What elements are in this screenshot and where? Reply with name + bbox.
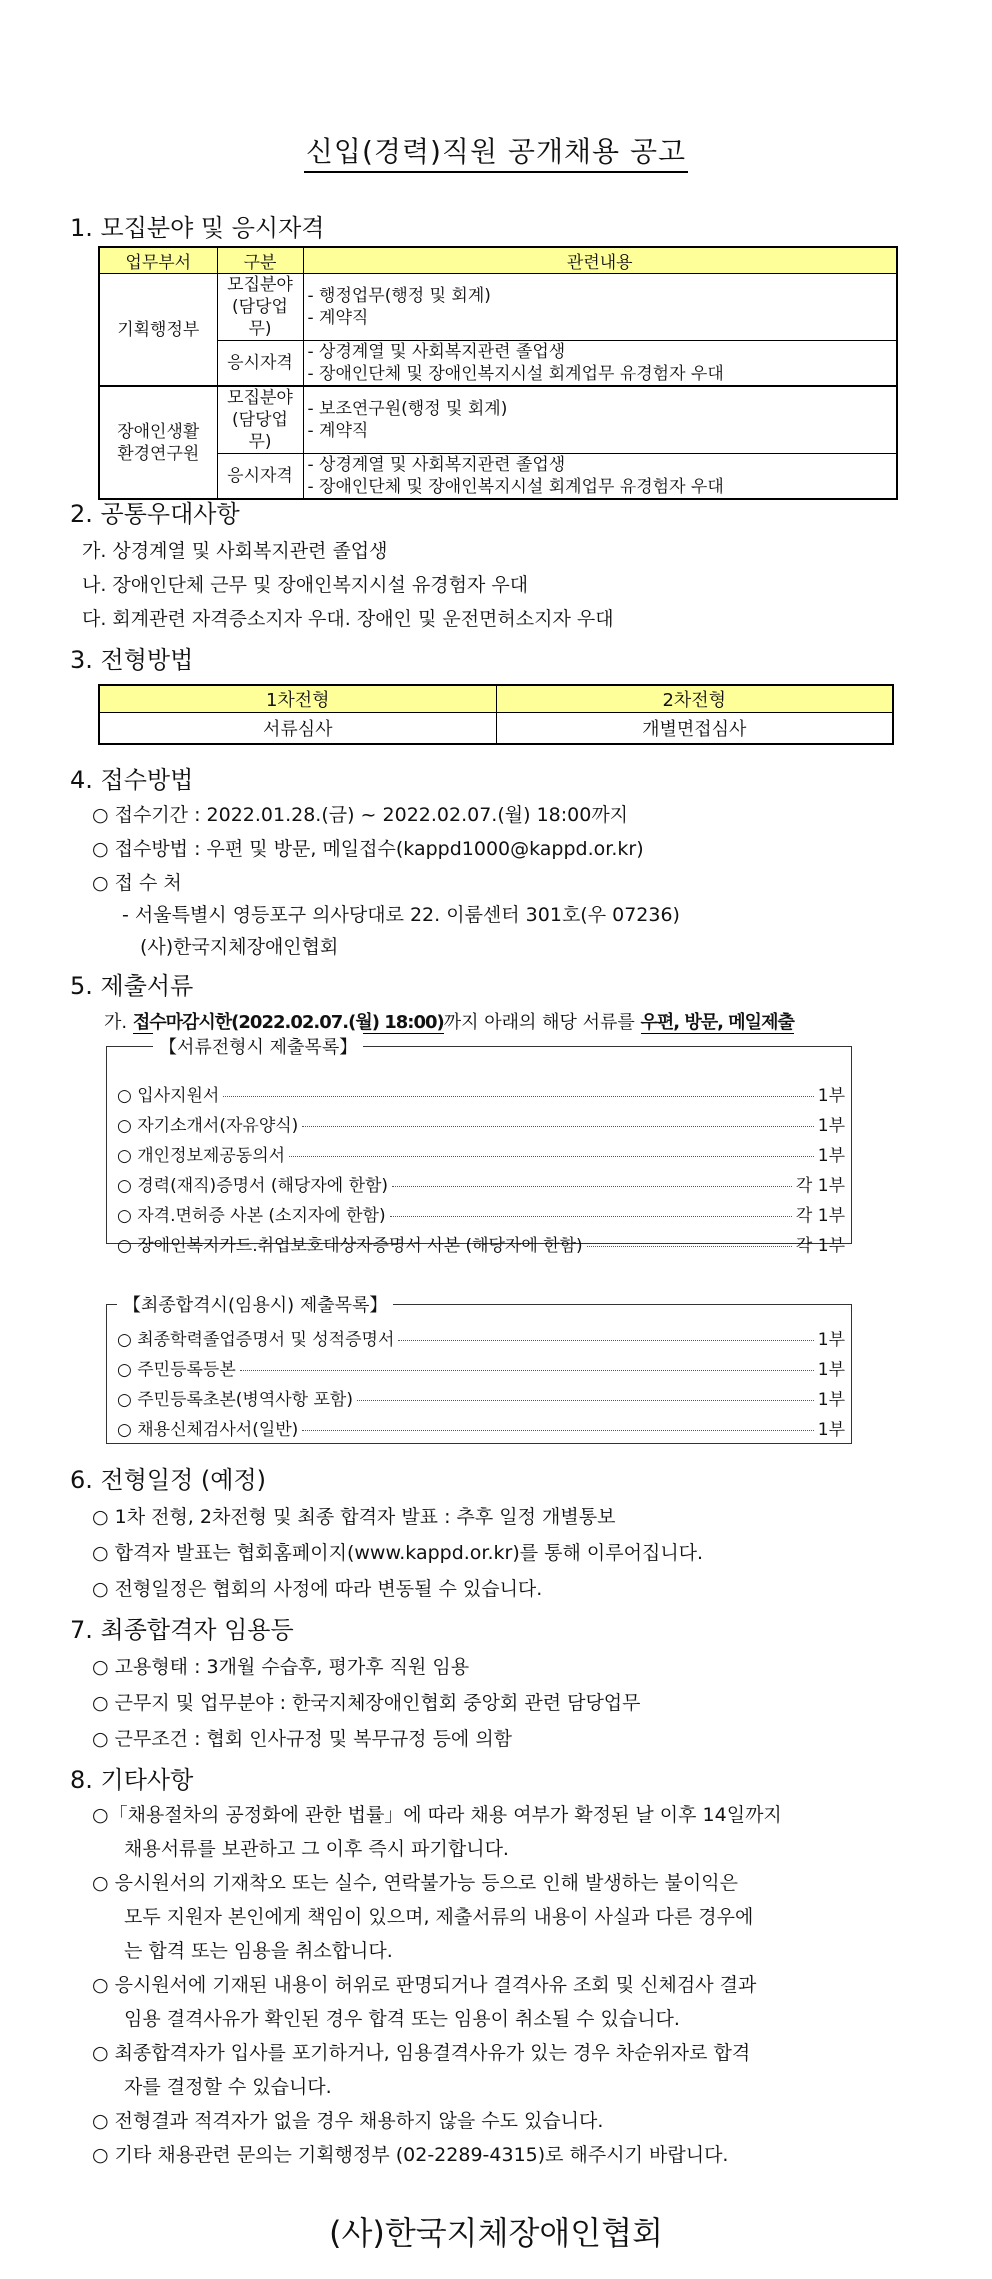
list-item: ○ 채용신체검사서(일반) 1부	[117, 1420, 845, 1440]
note-line: ○「채용절차의 공정화에 관한 법률」에 따라 채용 여부가 확정된 날 이후 14일까지	[92, 1804, 782, 1826]
reception-place: ○ 접 수 처	[92, 872, 182, 894]
section-2-heading: 2. 공통우대사항	[70, 500, 240, 528]
stage-1-value: 서류심사	[99, 713, 496, 745]
recruitment-table	[98, 246, 898, 500]
section-7-heading: 7. 최종합격자 임용등	[70, 1616, 294, 1644]
header-content: 관련내용	[303, 247, 897, 274]
dept-research: 장애인생활 환경연구원	[99, 386, 217, 499]
reception-method: ○ 접수방법 : 우편 및 방문, 메일접수(kappd1000@kappd.or.kr)	[92, 838, 644, 860]
category-qualification: 응시자격	[217, 454, 303, 500]
section-8-heading: 8. 기타사항	[70, 1766, 194, 1794]
section-1-heading: 1. 모집분야 및 응시자격	[70, 214, 325, 242]
list-item: ○ 주민등록등본 1부	[117, 1360, 845, 1380]
note-line: 는 합격 또는 임용을 취소합니다.	[124, 1940, 393, 1962]
list-item: ○ 입사지원서 1부	[117, 1086, 845, 1106]
section-6-heading: 6. 전형일정 (예정)	[70, 1466, 266, 1494]
note-line: 모두 지원자 본인에게 책임이 있으며, 제출서류의 내용이 사실과 다른 경우에	[124, 1906, 754, 1928]
submission-instruction: 가. 접수마감시한(2022.02.07.(월) 18:00)까지 아래의 해당 서류를 우편, 방문, 메일제출	[104, 1012, 794, 1033]
note-line: ○ 응시원서의 기재착오 또는 실수, 연락불가능 등으로 인해 발생하는 불이익은	[92, 1872, 738, 1894]
header-category: 구분	[217, 247, 303, 274]
stage-2-value: 개별면접심사	[496, 713, 893, 745]
employment-item: ○ 고용형태 : 3개월 수습후, 평가후 직원 임용	[92, 1656, 470, 1678]
organization-footer: (사)한국지체장애인협회	[328, 2214, 664, 2252]
list-item: ○ 자기소개서(자유양식) 1부	[117, 1116, 845, 1136]
category-recruit: 모집분야 (담당업무)	[217, 386, 303, 454]
reception-org: (사)한국지체장애인협회	[140, 936, 339, 958]
selection-table	[98, 684, 894, 745]
note-line: 자를 결정할 수 있습니다.	[124, 2076, 332, 2098]
category-recruit: 모집분야 (담당업무)	[217, 274, 303, 341]
employment-item: ○ 근무지 및 업무분야 : 한국지체장애인협회 중앙회 관련 담당업무	[92, 1692, 641, 1714]
stage-1-header: 1차전형	[99, 685, 496, 713]
dept-planning: 기획행정부	[99, 274, 217, 387]
note-line: ○ 기타 채용관련 문의는 기획행정부 (02-2289-4315)로 해주시기 바랍니다.	[92, 2144, 729, 2166]
final-document-list-box	[106, 1295, 852, 1444]
employment-item: ○ 근무조건 : 협회 인사규정 및 복무규정 등에 의함	[92, 1728, 513, 1750]
stage-2-header: 2차전형	[496, 685, 893, 713]
list-item: ○ 장애인복지카드.취업보호대상자증명서 사본 (해당자에 한함) 각 1부	[117, 1236, 845, 1256]
list-item: ○ 경력(재직)증명서 (해당자에 한함) 각 1부	[117, 1176, 845, 1196]
schedule-item: ○ 전형일정은 협회의 사정에 따라 변동될 수 있습니다.	[92, 1578, 543, 1600]
schedule-item: ○ 합격자 발표는 협회홈페이지(www.kappd.or.kr)를 통해 이루어집니다.	[92, 1542, 704, 1564]
note-line: 채용서류를 보관하고 그 이후 즉시 파기합니다.	[124, 1838, 509, 1860]
content-recruit: - 보조연구원(행정 및 회계) - 계약직	[303, 386, 897, 454]
section-5-heading: 5. 제출서류	[70, 972, 194, 1000]
document-list-title: 【서류전형시 제출목록】	[153, 1033, 363, 1059]
list-item: ○ 최종학력졸업증명서 및 성적증명서 1부	[117, 1330, 845, 1350]
section-3-heading: 3. 전형방법	[70, 646, 194, 674]
reception-address: - 서울특별시 영등포구 의사당대로 22. 이룸센터 301호(우 07236)	[122, 904, 680, 926]
note-line: ○ 최종합격자가 입사를 포기하거나, 임용결격사유가 있는 경우 차순위자로 합격	[92, 2042, 751, 2064]
reception-period: ○ 접수기간 : 2022.01.28.(금) ~ 2022.02.07.(월) 18:00까지	[92, 804, 629, 826]
preference-item: 나. 장애인단체 근무 및 장애인복지시설 유경험자 우대	[82, 574, 529, 596]
preference-item: 가. 상경계열 및 사회복지관련 졸업생	[82, 540, 388, 562]
header-dept: 업무부서	[99, 247, 217, 274]
note-line: ○ 응시원서에 기재된 내용이 허위로 판명되거나 결격사유 조회 및 신체검사 결과	[92, 1974, 757, 1996]
list-item: ○ 주민등록초본(병역사항 포함) 1부	[117, 1390, 845, 1410]
category-qualification: 응시자격	[217, 341, 303, 387]
preference-item: 다. 회계관련 자격증소지자 우대. 장애인 및 운전면허소지자 우대	[82, 608, 614, 630]
section-4-heading: 4. 접수방법	[70, 766, 194, 794]
content-recruit: - 행정업무(행정 및 회계) - 계약직	[303, 274, 897, 341]
final-document-list-title: 【최종합격시(임용시) 제출목록】	[117, 1291, 393, 1317]
document-list-box	[106, 1037, 852, 1256]
list-item: ○ 개인정보제공동의서 1부	[117, 1146, 845, 1166]
content-qualification: - 상경계열 및 사회복지관련 졸업생 - 장애인단체 및 장애인복지시설 회계업무 유경험자 우대	[303, 341, 897, 387]
schedule-item: ○ 1차 전형, 2차전형 및 최종 합격자 발표 : 추후 일정 개별통보	[92, 1506, 616, 1528]
page-title: 신입(경력)직원 공개채용 공고	[0, 130, 992, 170]
note-line: ○ 전형결과 적격자가 없을 경우 채용하지 않을 수도 있습니다.	[92, 2110, 604, 2132]
content-qualification: - 상경계열 및 사회복지관련 졸업생 - 장애인단체 및 장애인복지시설 회계업무 유경험자 우대	[303, 454, 897, 500]
list-item: ○ 자격.면허증 사본 (소지자에 한함) 각 1부	[117, 1206, 845, 1226]
note-line: 임용 결격사유가 확인된 경우 합격 또는 임용이 취소될 수 있습니다.	[124, 2008, 680, 2030]
